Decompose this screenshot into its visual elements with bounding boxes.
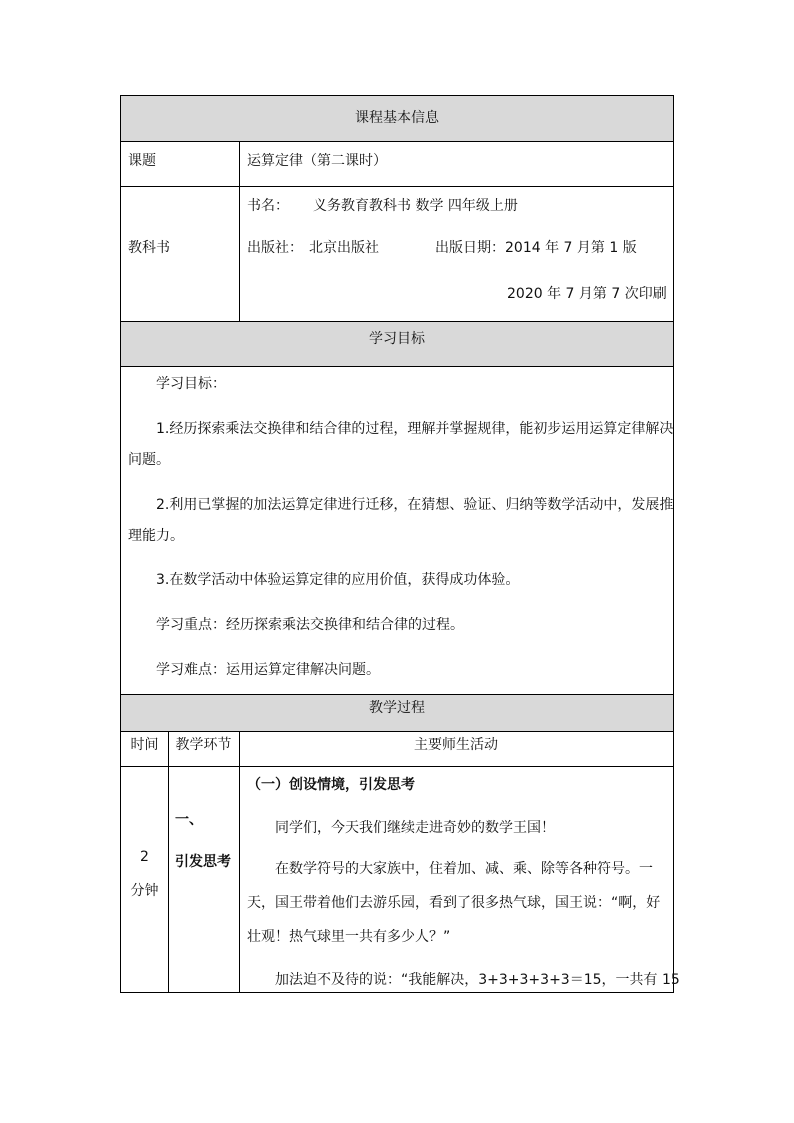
rule bbox=[239, 141, 240, 321]
pub-date: 出版日期：2014 年 7 月第 1 版 bbox=[435, 240, 637, 256]
book-name-value: 义务教育教科书 数学 四年级上册 bbox=[313, 198, 518, 214]
activity-paragraph-2-line2: 天，国王带着他们去游乐园，看到了很多热气球，国王说：“啊，好 bbox=[247, 895, 661, 911]
time-number: 2 bbox=[140, 849, 149, 865]
col-header-stage: 教学环节 bbox=[175, 737, 232, 753]
objective-1-line2: 问题。 bbox=[128, 452, 170, 468]
objective-2-line2: 理能力。 bbox=[128, 528, 184, 544]
print-info: 2020 年 7 月第 7 次印刷 bbox=[507, 286, 667, 302]
objective-3: 3.在数学活动中体验运算定律的应用价值，获得成功体验。 bbox=[156, 572, 520, 588]
topic-label: 课题 bbox=[128, 153, 156, 169]
rule bbox=[121, 694, 673, 695]
rule bbox=[121, 366, 673, 367]
rule bbox=[121, 186, 673, 187]
activity-paragraph-3: 加法迫不及待的说：“我能解决，3+3+3+3+3＝15，一共有 15 bbox=[275, 972, 680, 988]
book-name-label: 书名： bbox=[247, 198, 289, 214]
rule bbox=[121, 321, 673, 322]
stage-number: 一、 bbox=[175, 812, 203, 828]
time-unit: 分钟 bbox=[130, 883, 159, 899]
activity-paragraph-2-line3: 壮观！热气球里一共有多少人？” bbox=[247, 929, 451, 945]
key-point: 学习重点：经历探索乘法交换律和结合律的过程。 bbox=[156, 617, 464, 633]
rule bbox=[121, 731, 673, 732]
rule bbox=[168, 731, 169, 993]
process-header: 教学过程 bbox=[369, 700, 425, 716]
basic-info-header: 课程基本信息 bbox=[355, 110, 439, 126]
topic-value: 运算定律（第二课时） bbox=[247, 153, 387, 169]
objectives-intro: 学习目标： bbox=[156, 376, 226, 392]
rule bbox=[121, 141, 673, 142]
objective-1-line1: 1.经历探索乘法交换律和结合律的过程，理解并掌握规律，能初步运用运算定律解决 bbox=[156, 421, 674, 437]
col-header-activity: 主要师生活动 bbox=[414, 737, 498, 753]
activity-paragraph-1: 同学们，今天我们继续走进奇妙的数学王国！ bbox=[275, 820, 555, 836]
stage-name: 引发思考 bbox=[175, 854, 231, 870]
activity-paragraph-2-line1: 在数学符号的大家族中，住着加、减、乘、除等各种符号。一 bbox=[275, 861, 653, 877]
objectives-header: 学习目标 bbox=[369, 331, 425, 347]
textbook-label: 教科书 bbox=[128, 240, 170, 256]
difficulty-point: 学习难点：运用运算定律解决问题。 bbox=[156, 662, 380, 678]
col-header-time: 时间 bbox=[130, 737, 159, 753]
lesson-plan-table bbox=[120, 95, 680, 993]
objective-2-line1: 2.利用已掌握的加法运算定律进行迁移，在猜想、验证、归纳等数学活动中，发展推 bbox=[156, 497, 674, 513]
rule bbox=[239, 731, 240, 993]
publisher-label: 出版社： bbox=[247, 240, 303, 256]
rule bbox=[121, 766, 673, 767]
publisher-value: 北京出版社 bbox=[309, 240, 379, 256]
section-title: （一）创设情境，引发思考 bbox=[247, 777, 415, 793]
